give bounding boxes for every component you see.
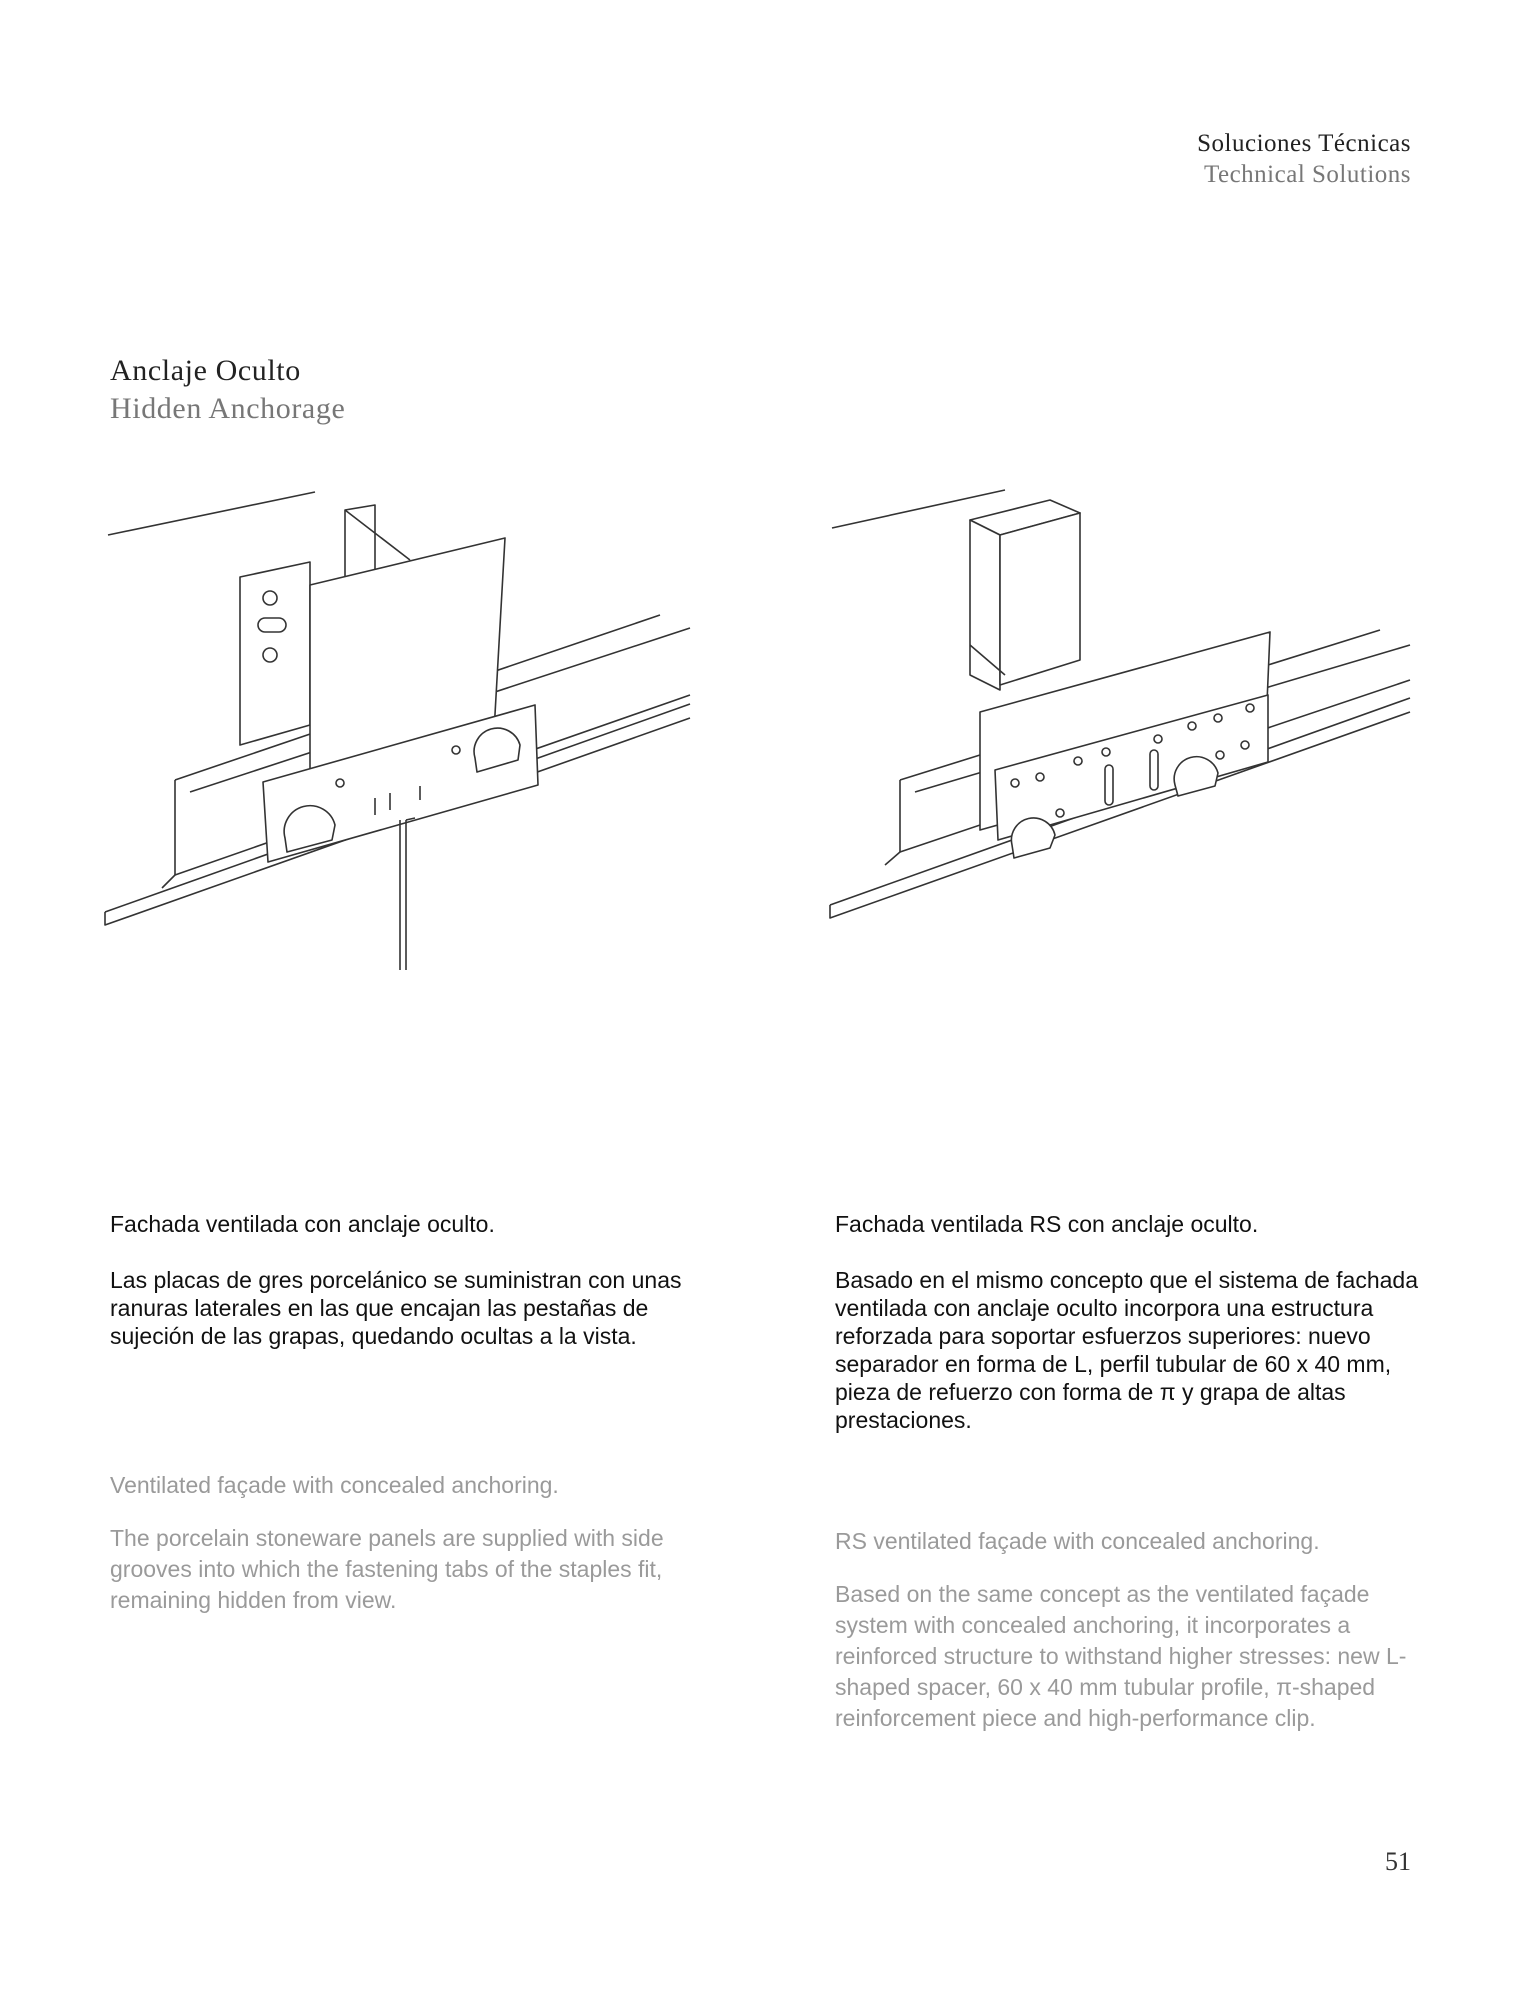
- hidden-anchorage-drawing: [100, 480, 720, 980]
- left-es-body: Las placas de gres porcelánico se suministran con unas ranuras laterales en las que encajan las pestañas de sujeción de las grapas, quedando ocultas a la vista.: [110, 1267, 682, 1349]
- page-number: 51: [1385, 1847, 1411, 1876]
- right-en-title: RS ventilated façade with concealed anchoring.: [835, 1528, 1320, 1554]
- right-es-body: Basado en el mismo concepto que el sistema de fachada ventilada con anclaje oculto incorpora una estructura reforzada para soportar esfuerzos superiores: nuevo separador en forma de L, perfil tubular de 60 x 40 mm, pieza de refuerzo con forma de π y grapa de altas prestaciones.: [835, 1267, 1419, 1433]
- right-column-es: [835, 1210, 1435, 1434]
- header-title-en: Technical Solutions: [1203, 161, 1411, 188]
- left-en-title: Ventilated façade with concealed anchoring.: [110, 1472, 559, 1498]
- left-column-en: [110, 1470, 710, 1616]
- right-column-en: [835, 1526, 1435, 1734]
- left-column-es: [110, 1210, 710, 1350]
- section-title-en: Hidden Anchorage: [110, 392, 346, 425]
- left-en-body: The porcelain stoneware panels are supplied with side grooves into which the fastening tabs of the staples fit, remaining hidden from view.: [110, 1525, 664, 1613]
- section-title-es: Anclaje Oculto: [110, 354, 301, 387]
- page-header: [1197, 128, 1411, 190]
- hidden-anchorage-svg: [100, 480, 720, 980]
- right-en-body: Based on the same concept as the ventilated façade system with concealed anchoring, it incorporates a reinforced structure to withstand higher stresses: new L-shaped spacer, 60 x 40 mm tubular profile, π-shaped reinforcement piece and high-performance clip.: [835, 1581, 1407, 1731]
- header-title-es: Soluciones Técnicas: [1197, 130, 1411, 157]
- rs-hidden-anchorage-drawing: [820, 480, 1440, 940]
- rs-hidden-anchorage-svg: [820, 480, 1440, 940]
- right-es-title: Fachada ventilada RS con anclaje oculto.: [835, 1211, 1259, 1237]
- left-es-title: Fachada ventilada con anclaje oculto.: [110, 1211, 495, 1237]
- section-title: [110, 352, 345, 428]
